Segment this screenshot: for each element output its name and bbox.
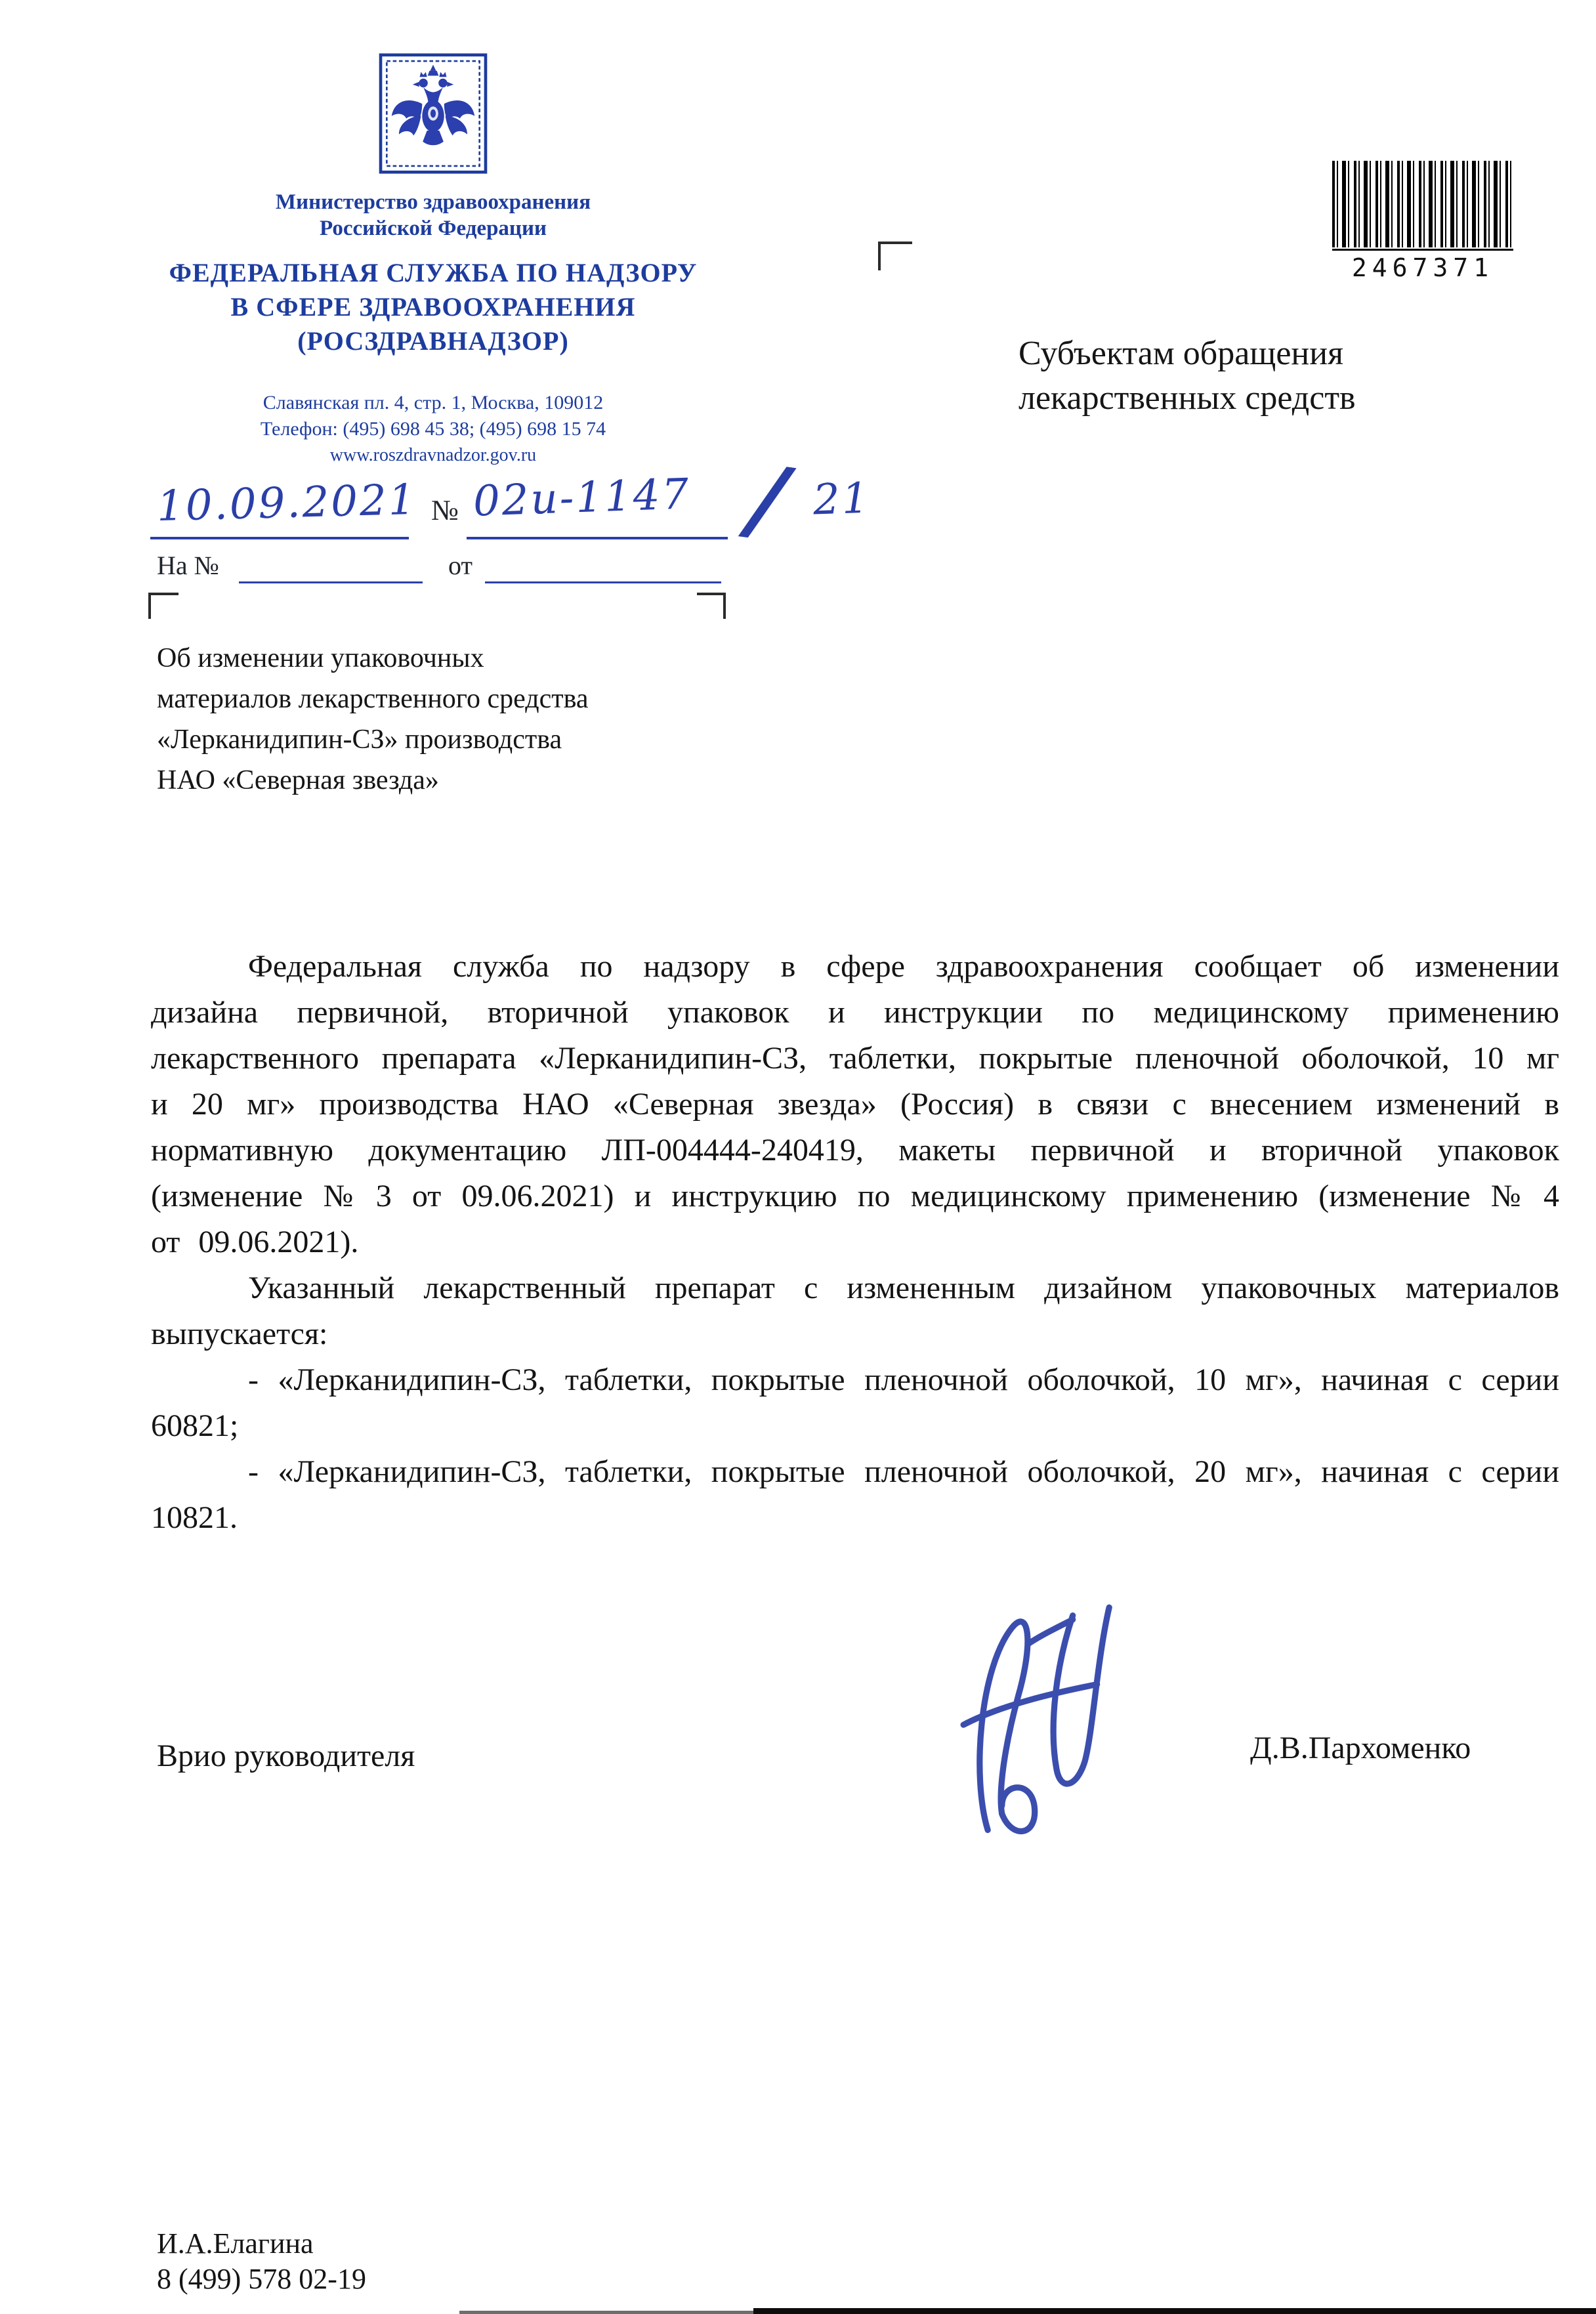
executor-phone: 8 (499) 578 02-19	[157, 2263, 366, 2295]
signer-position-title: Врио руководителя	[157, 1738, 415, 1773]
corner-mark-subject-left	[148, 593, 178, 619]
number-underline	[467, 537, 728, 539]
incoming-number-blank	[239, 581, 423, 583]
executor-block	[157, 2226, 366, 2297]
handwritten-slash: /	[743, 444, 794, 556]
letter-body	[151, 944, 1559, 1541]
body-paragraph-2: Указанный лекарственный препарат с измененным дизайном упаковочных материалов выпускается:	[151, 1271, 1559, 1351]
incoming-reference-line	[157, 550, 813, 589]
ministry-name	[98, 189, 768, 242]
date-underline	[150, 537, 409, 539]
corner-mark-subject-right	[697, 593, 726, 619]
ministry-line1: Министерство здравоохранения	[275, 190, 591, 214]
handwritten-signature	[911, 1583, 1154, 1859]
handwritten-year: 21	[812, 474, 872, 525]
agency-address: Славянская пл. 4, стр. 1, Москва, 109012	[262, 392, 604, 413]
body-list-item-2: - «Лерканидипин-СЗ, таблетки, покрытые пленочной оболочкой, 20 мг», начиная с серии 10821.	[151, 1454, 1559, 1535]
handwritten-date: 10.09.2021	[156, 475, 418, 532]
subject-line: Об изменении упаковочных	[157, 643, 484, 673]
executor-name: И.А.Елагина	[157, 2227, 314, 2260]
na-no-label: На №	[157, 551, 219, 580]
body-list-item-1: - «Лерканидипин-СЗ, таблетки, покрытые пленочной оболочкой, 10 мг», начиная с серии 60821;	[151, 1362, 1559, 1443]
subject-line: материалов лекарственного средства	[157, 684, 589, 714]
signer-name: Д.В.Пархоменко	[1250, 1731, 1471, 1765]
corner-mark-top-right	[878, 242, 912, 270]
number-sign: №	[431, 494, 459, 526]
agency-line3: (РОСЗДРАВНАДЗОР)	[297, 326, 569, 356]
ot-label: от	[448, 551, 472, 580]
agency-line1: ФЕДЕРАЛЬНАЯ СЛУЖБА ПО НАДЗОРУ	[169, 258, 698, 287]
recipient-line2: лекарственных средств	[1018, 379, 1356, 417]
recipient-line1: Субъектам обращения	[1018, 335, 1343, 372]
agency-contact-block	[98, 390, 768, 469]
agency-name	[98, 256, 768, 358]
coat-of-arms-eagle-icon	[377, 53, 489, 175]
ministry-line2: Российской Федерации	[320, 217, 547, 240]
body-paragraph-1: Федеральная служба по надзору в сфере здравоохранения сообщает об изменении дизайна первичной, вторичной упаковок и инструкции по медицинскому применению лекарственного препарата «Лерканидипин-СЗ, таблетки, покрытые пленочной оболочкой, 10 мг и 20 мг» производства НАО «Северная звезда» (Россия) в связи с внесением изменений в нормативную документацию ЛП-004444-240419, макеты первичной и вторичной упаковок (изменение № 3 от 09.06.2021) и инструкцию по медицинскому применению (изменение № 4 от 09.06.2021).	[151, 949, 1559, 1259]
subject-block	[157, 638, 734, 801]
handwritten-number: 02и-1147	[472, 470, 692, 526]
subject-line: НАО «Северная звезда»	[157, 765, 439, 795]
agency-website: www.roszdravnadzor.gov.ru	[329, 445, 537, 465]
scan-edge-artifact	[753, 2308, 1596, 2314]
agency-line2: В СФЕРЕ ЗДРАВООХРАНЕНИЯ	[230, 292, 636, 322]
barcode-stripes-icon	[1332, 161, 1513, 247]
barcode	[1332, 161, 1513, 282]
recipient-block	[1018, 331, 1356, 421]
barcode-number: 2467371	[1332, 249, 1513, 282]
subject-line: «Лерканидипин-СЗ» производства	[157, 725, 562, 755]
letterhead	[98, 53, 768, 469]
scan-edge-artifact-soft	[459, 2311, 755, 2314]
incoming-date-blank	[485, 581, 721, 583]
agency-phone: Телефон: (495) 698 45 38; (495) 698 15 74	[260, 418, 606, 440]
